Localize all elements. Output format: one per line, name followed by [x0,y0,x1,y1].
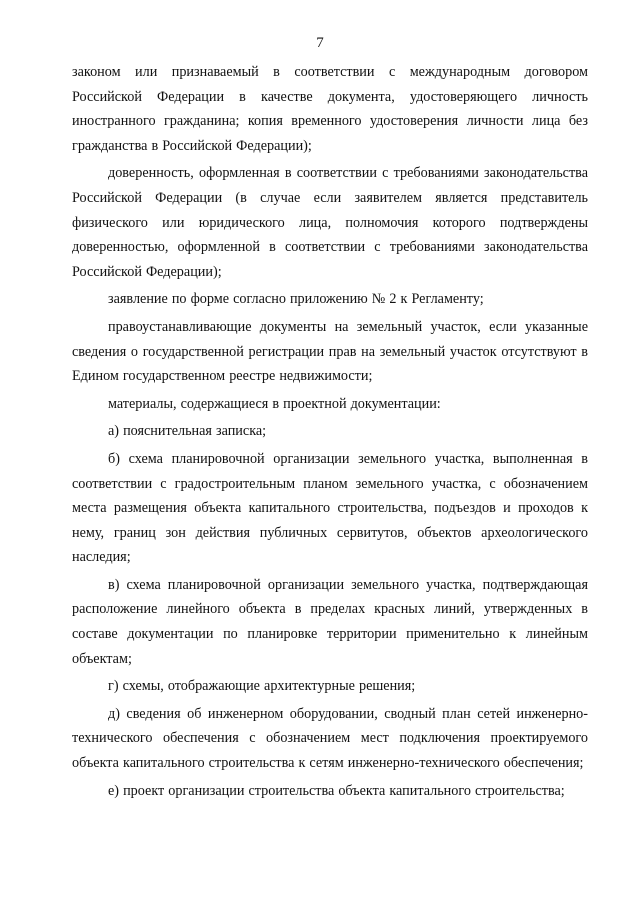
paragraph-power-of-attorney: доверенность, оформленная в соответствии с требованиями законодательства Российской Федерации (в случае если заявителем является представитель физического или юридического лица, полномочия которого подтверждены доверенностью, оформленной в соответствии с требованиями законодательства Российской Федерации); [72,165,588,280]
list-item-b-site-plan: б) схема планировочной организации земельного участка, выполненная в соответствии с градостроительным планом земельного участка, с обозначением места размещения объекта капитального строительства, подъездов и проходов к нему, границ зон действия публичных сервитутов, объектов археологического наследия; [72,450,588,566]
paragraph-application-form: заявление по форме согласно приложению № 2 к Регламенту; [108,291,484,308]
list-item-a-explanatory-note: а) пояснительная записка; [108,423,267,440]
list-item-d-engineering-equipment: д) сведения об инженерном оборудовании, сводный план сетей инженерно-технического обеспечения с обозначением мест подключения проектируемого объекта капитального строительства к сетям инженерно-технического обеспечения; [72,705,588,772]
paragraph-project-materials: материалы, содержащиеся в проектной документации: [108,395,441,412]
list-item-g-architectural-schemes: г) схемы, отображающие архитектурные решения; [108,678,416,695]
page-number: 7 [316,35,324,51]
paragraph-identity-document-continuation: законом или признаваемый в соответствии с международным договором Российской Федерации в качестве документа, удостоверяющего личность иностранного гражданина; копия временного удостоверения личности лица без гражданства в Российской Федерации); [72,64,588,154]
list-item-e-construction-organization: е) проект организации строительства объекта капитального строительства; [108,782,565,799]
document-body [72,60,588,806]
paragraph-title-documents: правоустанавливающие документы на земельный участок, если указанные сведения о государственной регистрации прав на земельный участок отсутствуют в Едином государственном реестре недвижимости; [72,318,588,385]
list-item-v-linear-object-plan: в) схема планировочной организации земельного участка, подтверждающая расположение линейного объекта в пределах красных линий, утвержденных в составе документации по планировке территории применительно к линейным объектам; [72,576,588,667]
